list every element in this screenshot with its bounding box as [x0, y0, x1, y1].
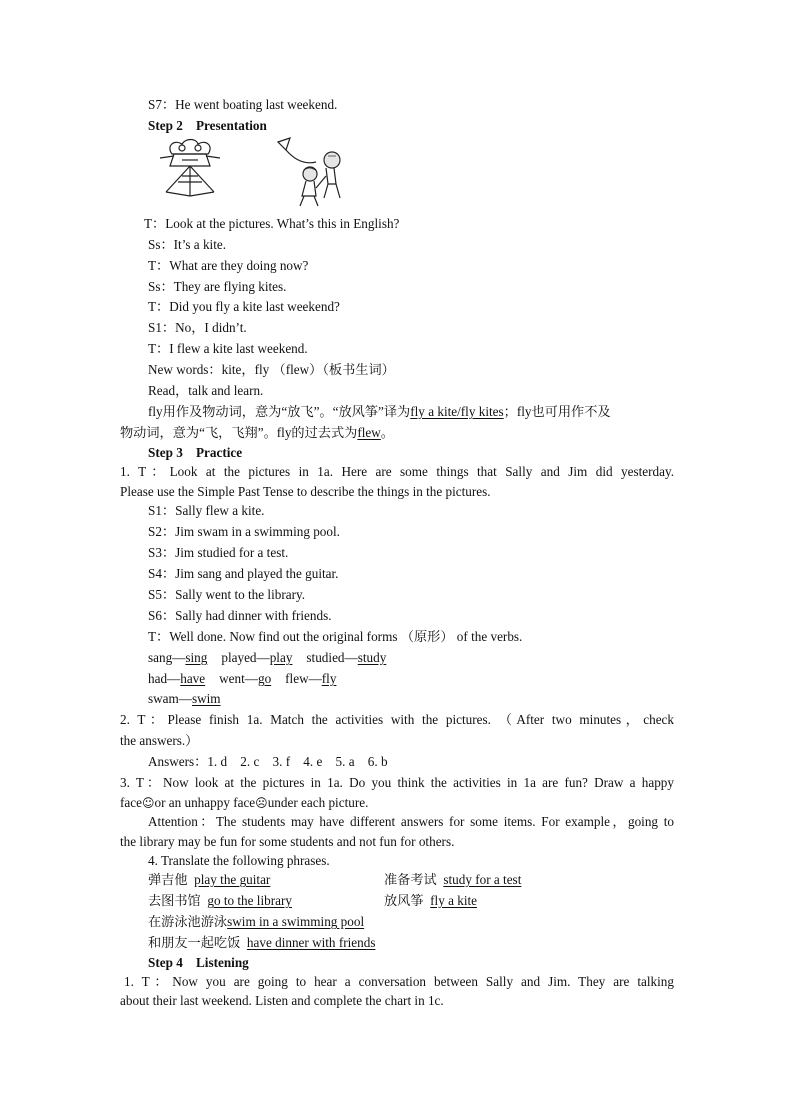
note-line-1: fly用作及物动词，意为“放飞”。“放风筝”译为fly a kite/fly kites；fly也可用作不及: [148, 404, 611, 419]
verb-forms-row-3: swam—swim: [148, 691, 221, 706]
practice1-line-1: 1. T：Look at the pictures in 1a. Here are some things that Sally and Jim did yesterday.: [120, 464, 674, 479]
phrase-answer: fly a kite: [430, 893, 478, 908]
phrase-answer: swim in a swimming pool: [227, 914, 365, 929]
practice2-line-2: the answers.）: [120, 733, 199, 748]
kite-icon: [152, 136, 228, 202]
s7-line: S7：He went boating last weekend.: [148, 97, 338, 112]
phrase-4: 放风筝 fly a kite: [384, 893, 478, 908]
teacher-line-3: T：Did you fly a kite last weekend?: [148, 299, 340, 314]
step4-heading: Step 4 Listening: [148, 955, 249, 970]
practice4-line: 4. Translate the following phrases.: [148, 853, 330, 868]
student1-line: S1：No，I didn’t.: [148, 320, 247, 335]
teacher-line-4: T：I flew a kite last weekend.: [148, 341, 308, 356]
practice-s4: S4：Jim sang and played the guitar.: [148, 566, 339, 581]
verb-base-form: go: [257, 671, 272, 686]
phrase-answer: go to the library: [207, 893, 292, 908]
practice-s5: S5：Sally went to the library.: [148, 587, 306, 602]
underlined-answer: flew: [357, 425, 381, 440]
phrase-6: 和朋友一起吃饭 have dinner with friends: [148, 935, 376, 950]
phrase-1: 弹吉他 play the guitar: [148, 872, 271, 887]
practice-s3: S3：Jim studied for a test.: [148, 545, 289, 560]
new-words-line: New words：kite，fly （flew）（板书生词）: [148, 362, 395, 377]
practice-s2: S2：Jim swam in a swimming pool.: [148, 524, 340, 539]
practice1-line-2: Please use the Simple Past Tense to describe the things in the pictures.: [120, 484, 491, 499]
phrase-3: 去图书馆 go to the library: [148, 893, 292, 908]
phrase-answer: study for a test: [443, 872, 522, 887]
phrase-5: 在游泳池游泳swim in a swimming pool: [148, 914, 365, 929]
children-flying-kite-icon: [270, 136, 354, 208]
step3-heading: Step 3 Practice: [148, 445, 243, 460]
verb-base-form: study: [357, 650, 387, 665]
verb-forms-row-1: sang—sing played—play studied—study: [148, 650, 387, 665]
attention-line-1: Attention：The students may have different answers for some items. For example，going to: [148, 814, 674, 829]
answers-line: Answers：1. d 2. c 3. f 4. e 5. a 6. b: [148, 754, 388, 769]
verb-base-form: have: [180, 671, 206, 686]
verb-base-form: sing: [185, 650, 208, 665]
read-line: Read，talk and learn.: [148, 383, 264, 398]
listening1-line-1: 1. T：Now you are going to hear a conversation between Sally and Jim. They are talking: [124, 974, 674, 989]
students-line-2: Ss：They are flying kites.: [148, 279, 287, 294]
practice2-line-1: 2. T：Please finish 1a. Match the activities with the pictures. （After two minutes，check: [120, 712, 674, 727]
verb-base-form: swim: [191, 691, 221, 706]
phrase-2: 准备考试 study for a test: [384, 872, 522, 887]
attention-line-2: the library may be fun for some students and not fun for others.: [120, 834, 455, 849]
practice-s6: S6：Sally had dinner with friends.: [148, 608, 332, 623]
teacher-line-2: T：What are they doing now?: [148, 258, 309, 273]
verb-forms-row-2: had—have went—go flew—fly: [148, 671, 337, 686]
note-line-2: 物动词，意为“飞，飞翔”。fly的过去式为flew。: [120, 425, 394, 440]
happy-face-icon: ☺: [141, 796, 155, 810]
teacher-line-1: T：Look at the pictures. What’s this in English?: [144, 216, 400, 231]
verb-base-form: fly: [321, 671, 337, 686]
phrase-answer: play the guitar: [194, 872, 271, 887]
practice3-line-2: face☺or an unhappy face☹under each picture.: [120, 795, 369, 810]
practice3-line-1: 3. T：Now look at the pictures in 1a. Do you think the activities in 1a are fun? Draw a happy: [120, 775, 674, 790]
unhappy-face-icon: ☹: [255, 796, 268, 810]
verb-base-form: play: [269, 650, 293, 665]
underlined-answer: fly a kite/fly kites: [410, 404, 504, 419]
practice-s1: S1：Sally flew a kite.: [148, 503, 265, 518]
step2-heading: Step 2 Presentation: [148, 118, 267, 133]
students-line-1: Ss：It’s a kite.: [148, 237, 227, 252]
phrase-answer: have dinner with friends: [246, 935, 376, 950]
practice-teacher: T：Well done. Now find out the original forms （原形） of the verbs.: [148, 629, 523, 644]
listening1-line-2: about their last weekend. Listen and complete the chart in 1c.: [120, 993, 444, 1008]
